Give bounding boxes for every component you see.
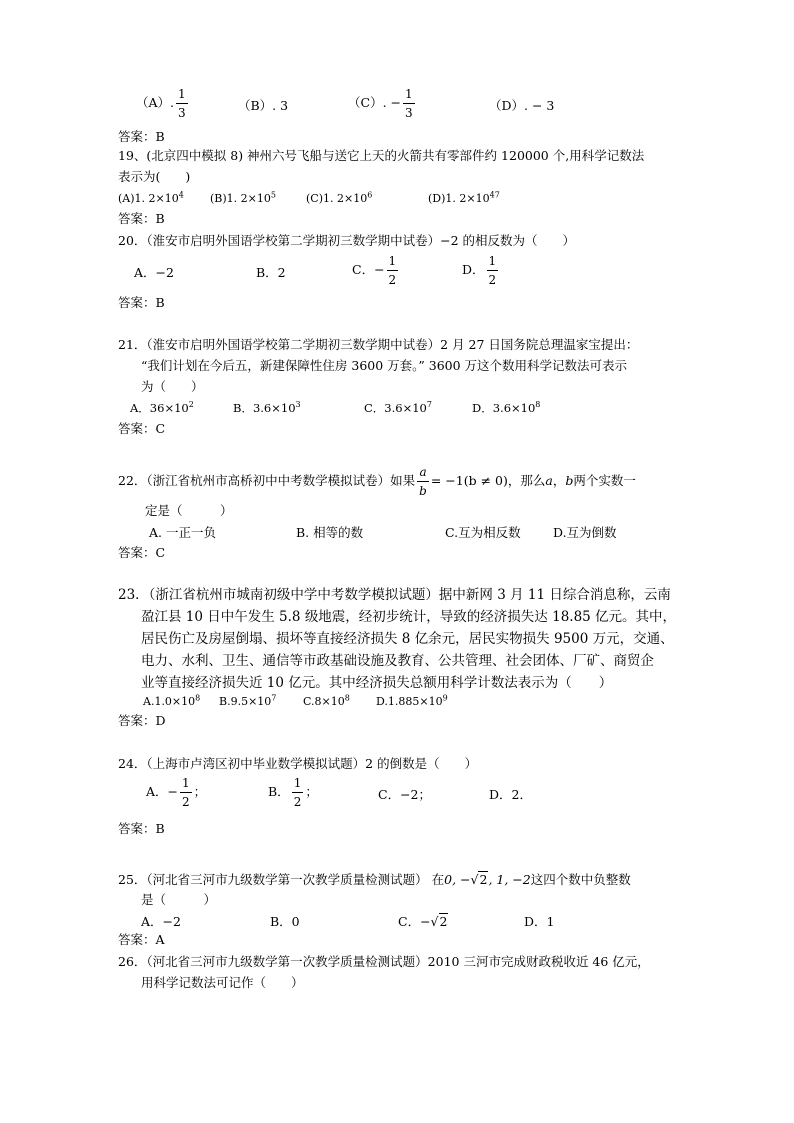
q19-option-b: (B)1. $2\times 10^5$ — [210, 190, 276, 205]
q18-option-d: （D）. − 3 — [489, 98, 555, 113]
q20-option-c: C．− $\frac{1}{2}$ — [352, 254, 397, 287]
q23-text-2: 盈江县 10 日中午发生 5.8 级地震，经初步统计，导致的经济损失达 18.85 亿元。其中， — [141, 609, 677, 625]
q24-option-d: D．2． — [489, 787, 532, 802]
q22-option-c: C.互为相反数 — [445, 525, 521, 540]
q24-option-b: B． $\frac{1}{2}$ ； — [268, 776, 318, 809]
q19-text-2: 表示为( ) — [118, 169, 191, 184]
q21-answer: 答案：C — [118, 421, 166, 436]
q20-option-d: D． $\frac{1}{2}$ — [462, 254, 497, 287]
q22-option-a: A. 一正一负 — [149, 525, 216, 540]
q19-option-c: (C)1. $2\times 10^6$ — [306, 190, 373, 205]
q25-text: 25．（河北省三河市九级数学第一次教学质量检测试题） 在0, −√2, 1, −2这四个数中负整数 — [118, 872, 631, 887]
q21-text-2: “我们计划在今后五，新建保障性住房 3600 万套。” 3600 万这个数用科学记数法可表示 — [141, 358, 628, 373]
q21-text: 21．（淮安市启明外国语学校第二学期初三数学期中试卷）2 月 27 日国务院总理温家宝提出： — [118, 337, 639, 352]
q18-option-b: （B）. 3 — [238, 98, 289, 113]
q19-option-d: (D)1. $2\times 10^{47}$ — [428, 190, 500, 205]
q23-option-d: $D.1.885\times 10^9$ — [376, 693, 448, 708]
q21-option-d: D．$3.6\times 10^8$ — [472, 400, 541, 415]
q22-option-b: B. 相等的数 — [296, 525, 364, 540]
q18-answer: 答案：B — [118, 129, 165, 144]
q24-option-c: C．−2； — [378, 787, 431, 802]
q22-text: 22．（浙江省杭州市高桥初中中考数学模拟试卷）如果 $\frac{a}{b}$ = −1(b ≠ 0)，那么a，b两个实数一 — [118, 465, 636, 498]
q21-option-c: C．$3.6\times 10^7$ — [364, 400, 432, 415]
q21-text-3: 为（ ） — [141, 379, 204, 394]
q24-answer: 答案：B — [118, 821, 165, 836]
q19-answer: 答案：B — [118, 211, 165, 226]
q20-answer: 答案：B — [118, 295, 165, 310]
q20-text: 20．（淮安市启明外国语学校第二学期初三数学期中试卷）−2 的相反数为（ ） — [118, 233, 576, 248]
q18-option-c: （C）. − $\frac{1}{3}$ — [348, 87, 413, 120]
q23-text-3: 居民伤亡及房屋倒塌、损坏等直接经济损失 8 亿余元，居民实物损失 9500 万元，交通、 — [141, 631, 674, 647]
q19-text: 19、(北京四中模拟 8) 神州六号飞船与送它上天的火箭共有零部件约 120000 个,用科学记数法 — [118, 148, 645, 163]
q23-option-a: $A.1.0\times 10^8$ — [143, 693, 201, 708]
q23-text: 23．（浙江省杭州市城南初级中学中考数学模拟试题）据中新网 3 月 11 日综合消息称，云南 — [118, 587, 671, 603]
q25-text-2: 是（ ） — [141, 892, 217, 907]
q22-option-d: D.互为倒数 — [553, 525, 617, 540]
q25-option-c: C．−√2 — [398, 914, 448, 929]
q20-option-b: B．2 — [256, 265, 286, 280]
q19-option-a: (A)1. $2\times 10^4$ — [118, 190, 184, 205]
q24-option-a: A．− $\frac{1}{2}$ ； — [146, 776, 207, 809]
q26-text-2: 用科学记数法可记作（ ） — [141, 975, 304, 990]
q18-option-a: （A）. $\frac{1}{3}$ — [136, 87, 186, 120]
q21-option-b: B．$3.6\times 10^3$ — [233, 400, 301, 415]
q26-text: 26．（河北省三河市九级数学第一次教学质量检测试题）2010 三河市完成财政税收近 46 亿元， — [118, 954, 650, 969]
q23-text-5: 业等直接经济损失近 10 亿元。其中经济损失总额用科学计数法表示为（ ） — [141, 675, 613, 691]
q23-text-4: 电力、水利、卫生、通信等市政基础设施及教育、公共管理、社会团体、厂矿、商贸企 — [141, 653, 654, 669]
q23-option-b: $B.9.5\times 10^7$ — [219, 693, 277, 708]
q25-answer: 答案：A — [118, 932, 165, 947]
q22-text-2: 定是（ ） — [145, 503, 233, 518]
q23-answer: 答案：D — [118, 713, 166, 728]
q25-option-d: D．1 — [524, 914, 555, 929]
q23-option-c: $C.8\times 10^8$ — [303, 693, 350, 708]
q25-option-a: A．−2 — [141, 914, 181, 929]
q25-option-b: B．0 — [270, 914, 300, 929]
q21-option-a: A．$36\times 10^2$ — [130, 400, 194, 415]
q22-answer: 答案：C — [118, 545, 166, 560]
q24-text: 24．（上海市卢湾区初中毕业数学模拟试题）2 的倒数是（ ） — [118, 756, 478, 771]
q20-option-a: A．−2 — [134, 265, 174, 280]
